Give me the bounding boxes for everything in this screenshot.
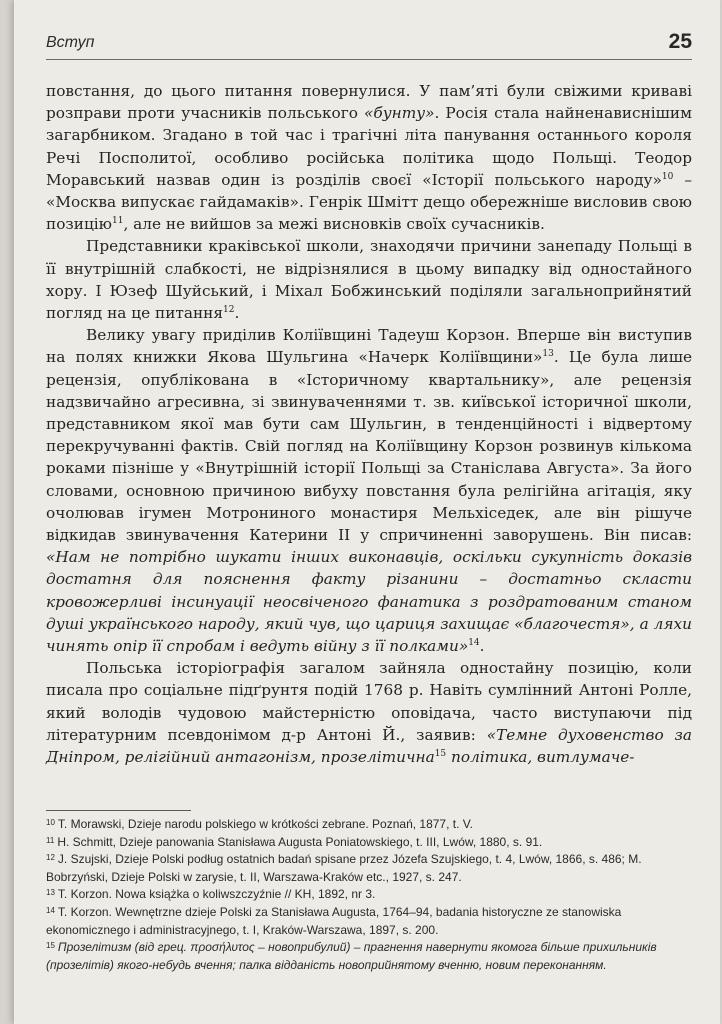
footnote: [46, 886, 692, 904]
page-number: 25: [668, 30, 692, 53]
paragraph: [46, 324, 692, 657]
italic-text: «Темне духовенство за Дніпром, релігійний антагонізм, прозелітична: [46, 725, 692, 767]
italic-text: «Нам не потрібно шукати інших виконавців, оскільки сукупність доказів достатня для пояснення факту різанини – достатньо скласти кровожерливі інсинуації неосвіченого фанатика з роздратованим станом душі українського народу, який чув, що цариця захищає «благочестя», а ляхи чинять опір її спробам і ведуть війну з її полками»: [46, 548, 692, 656]
footnote-text: T. Korzon. Nowa książka o koliwszczyźnie // KH, 1892, nr 3.: [57, 887, 376, 902]
footnote: [46, 851, 692, 886]
text-run: Велику увагу приділив Коліївщині Тадеуш Корзон. Вперше він виступив на полях книжки Якова Шульгина «Начерк Коліївщини»: [46, 326, 692, 367]
footnotes: [46, 816, 692, 974]
book-page: [14, 0, 720, 1024]
footnote-number: 12: [46, 853, 55, 863]
footnote-number: 10: [46, 818, 55, 827]
footnote: [46, 939, 692, 974]
section-title: Вступ: [46, 34, 95, 51]
footnote: [46, 834, 692, 852]
footnote-text: T. Korzon. Wewnętrzne dzieje Polski za Stanisława Augusta, 1764–94, badania historyczne ze stanowiska ekonomicznego i administracyjnego, t. I, Kraków-Warszawa, 1897, s. 200.: [46, 904, 622, 937]
footnote-text: H. Schmitt, Dzieje panowania Stanisława Augusta Poniatowskiego, t. III, Lwów, 1880, s. 91.: [57, 834, 543, 849]
footnote-reference: 15: [434, 749, 447, 760]
footnote-reference: 10: [661, 171, 674, 182]
text-run: Польська історіографія загалом зайняла одностайну позицію, коли писала про соціальне підґрунтя подій 1768 р. Навіть сумлінний Антоні Ролле, який володів чудовою майстерністю оповідача, часто виступаючи під літературним псевдонімом д-р Антоні Й., заявив:: [46, 659, 692, 744]
footnote-number: 13: [46, 888, 55, 898]
footnote-number: 15: [46, 941, 55, 951]
header-rule: [46, 59, 692, 60]
body-text: [46, 80, 692, 768]
text-run: .: [234, 304, 240, 323]
text-run: – «Москва випускає гайдамаків». Генрік Шмітт дещо обережніше висловив свою позицію: [46, 170, 692, 234]
text-run: . Це була лише рецензія, опублікована в «Історичному квартальнику», але рецензія надзвичайно агресивна, зі звинуваченнями т. зв. київської історичної школи, представником якої мав бути сам Шульгин, в тенденційності і відвертому перекручуванні фактів. Свій погляд на Коліївщину Корзон розвинув кількома роками пізніше у «Внутрішній історії Польщі за Станіслава Августа». За його словами, основною причиною вибуху повстання була релігійна агітація, яку очолював ігумен Мотрониного монастиря Мельхіседек, але він рішуче відкидав звинувачення Катерини ІІ у спричиненні заворушень. Він писав:: [46, 348, 693, 545]
text-run: повстання, до цього питання повернулися. У пам’яті були свіжими криваві розправи проти учасників польського: [46, 82, 692, 123]
footnote: [46, 904, 692, 939]
running-header: [46, 30, 692, 60]
italic-text: «бунту»: [364, 104, 435, 123]
italic-text: політика, витлумаче-: [446, 748, 635, 767]
footnote-number: 14: [46, 905, 55, 915]
text-run: Представники краківської школи, знаходячи причини занепаду Польщі в її внутрішній слабкості, не відрізнялися в цьому випадку від одностайного хору. І Юзеф Шуйський, і Міхал Бобжинський поділяли загальноприйнятий погляд на це питання: [46, 237, 692, 323]
footnote-number: 11: [46, 835, 55, 845]
text-run: .: [479, 637, 485, 656]
footnote-text: Прозелітизм (від грец. προσήλυτος – новоприбулий) – прагнення навернути якомога більше прихильників (прозелітів) якого-небудь вчення; палка відданість новоприйнятому вченню, новим переконанням.: [46, 940, 657, 972]
footnote-text: J. Szujski, Dzieje Polski podług ostatnich badań spisane przez Józefa Szujskiego, t. 4, Lwów, 1866, s. 486; M. Bobrzyński, Dzieje Polski w zarysie, t. II, Warszawa-Kraków etc., 1927, s. 247.: [46, 852, 642, 884]
footnote-reference: 11: [112, 216, 124, 227]
text-run: , але не вийшов за межі висновків своїх сучасників.: [123, 215, 545, 234]
paragraph: [46, 235, 692, 324]
text-run: . Росія стала найненависнішим загарбником. Згадано в той час і трагічні літа панування останнього короля Речі Посполитої, особливо російська політика щодо Польщі. Теодор Моравський назвав один із розділів своєї «Історії польського народу»: [46, 104, 692, 189]
footnote-reference: 14: [468, 638, 480, 649]
footnote-text: T. Morawski, Dzieje narodu polskiego w krótkości zebrane. Poznań, 1877, t. V.: [57, 817, 474, 831]
paragraph: [46, 657, 692, 768]
footnote-reference: 12: [223, 305, 235, 316]
footnote-rule: [46, 810, 191, 811]
paragraph: [46, 80, 692, 235]
footnote: [46, 816, 692, 834]
footnote-reference: 13: [542, 349, 554, 360]
